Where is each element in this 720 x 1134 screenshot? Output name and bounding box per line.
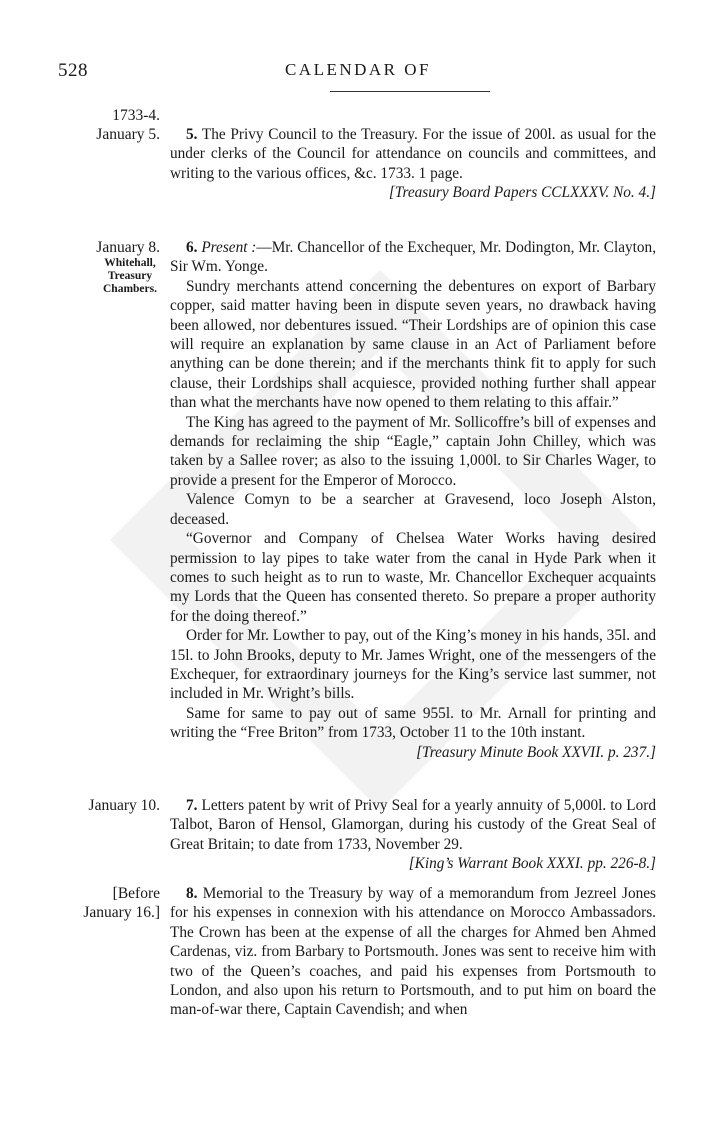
entry-date-text: January 8. bbox=[96, 239, 160, 256]
entry-date bbox=[50, 884, 160, 922]
page-number: 528 bbox=[58, 60, 88, 81]
entry-reference: [Treasury Minute Book XXVII. p. 237.] bbox=[416, 743, 656, 761]
entry-body bbox=[170, 125, 656, 203]
entry-date bbox=[50, 796, 160, 815]
present-label: Present : bbox=[201, 239, 257, 256]
entry-reference: [Treasury Board Papers CCLXXXV. No. 4.] bbox=[388, 184, 656, 202]
entry-paragraph: Memorial to the Treasury by way of a memorandum from Jezreel Jones for his expenses in connexion with his attendance on Morocco Ambassadors. The Crown has been at the expense of all the charges for Ahmed ben Ahmed Cardenas, viz. from Barbary to Portsmouth. Jones was sent to receive him with two of the Queen’s coaches, and paid his expenses from Portsmouth to London, and also upon his return to Portsmouth, and to put him on board the man-of-war there, Captain Cavendish; and when bbox=[170, 885, 656, 1019]
entry-body bbox=[170, 238, 656, 762]
entry-paragraph: The King has agreed to the payment of Mr. Sollicoffre’s bill of expenses and demands for reclaiming the ship “Eagle,” captain John Chilley, which was taken by a Sallee rover; as also to the issuing 1,000l. to Sir Charles Wager, to provide a present for the Emperor of Morocco. bbox=[170, 413, 656, 489]
entry-date bbox=[50, 238, 160, 296]
entry-number: 8. bbox=[186, 885, 198, 902]
entry-paragraph: Valence Comyn to be a searcher at Gravesend, loco Joseph Alston, deceased. bbox=[170, 491, 656, 528]
header-rule bbox=[330, 91, 490, 92]
entry-number: 7. bbox=[186, 797, 198, 814]
entry-date-line2: January 16.] bbox=[83, 904, 160, 921]
entry-date-line1: [Before bbox=[112, 885, 160, 902]
entry-paragraph: Same for same to pay out of same 955l. to Mr. Arnall for printing and writing the “Free Briton” from 1733, October 11 to the 10th instant. bbox=[170, 704, 656, 742]
entry-body bbox=[170, 884, 656, 1020]
entry-paragraph: Order for Mr. Lowther to pay, out of the King’s money in his hands, 35l. and 15l. to John Brooks, deputy to Mr. James Wright, one of the messengers of the Exchequer, for extraordinary journeys for the King’s service last summer, not included in Mr. Wright’s bills. bbox=[170, 627, 656, 703]
entry-place: Whitehall, Treasury Chambers. bbox=[103, 257, 157, 295]
entry-paragraph: Sundry merchants attend concerning the debentures on export of Barbary copper, said matter having been in dispute seven years, no drawback having been allowed, nor debentures issued. “Their Lordships are of opinion this case will require an explanation by same clause in an Act of Parliament before anything can be done therein; and if the merchants think fit to apply for such clause, their Lordships shall acquiesce, provided nothing further shall appear than what the merchants have now opened to them relating to this affair.” bbox=[170, 277, 656, 412]
entry-paragraph: “Governor and Company of Chelsea Water Works having desired permission to lay pipes to take water from the canal in Hyde Park when it comes to such height as to run to waste, Mr. Chancellor Exchequer acquaints my Lords that the Queen has consented thereto. So prepare a proper authority for the doing thereof.” bbox=[170, 530, 656, 625]
entry-date bbox=[50, 106, 160, 144]
entry-number: 6. bbox=[186, 239, 198, 256]
entry-paragraph: Letters patent by writ of Privy Seal for a yearly annuity of 5,000l. to Lord Talbot, Baron of Hensol, Glamorgan, during his custody of the Great Seal of Great Britain; to date from 1733, November 29. bbox=[170, 797, 656, 853]
entry-year: 1733-4. bbox=[112, 107, 160, 124]
entry-paragraph: The Privy Council to the Treasury. For the issue of 200l. as usual for the under clerks of the Council for attendance on councils and committees, and writing to the various offices, &c. 1733. 1 page. bbox=[170, 126, 656, 182]
present-text: —Mr. Chancellor of the Exchequer, Mr. Dodington, Mr. Clayton, Sir Wm. Yonge. bbox=[170, 239, 657, 276]
entry-number: 5. bbox=[186, 126, 198, 143]
entry-body bbox=[170, 796, 656, 874]
entry-reference: [King’s Warrant Book XXXI. pp. 226-8.] bbox=[408, 855, 656, 873]
entry-date-text: January 10. bbox=[88, 797, 160, 814]
entry-date-text: January 5. bbox=[96, 126, 160, 143]
page-header bbox=[58, 60, 658, 90]
running-title: CALENDAR OF bbox=[284, 60, 432, 79]
